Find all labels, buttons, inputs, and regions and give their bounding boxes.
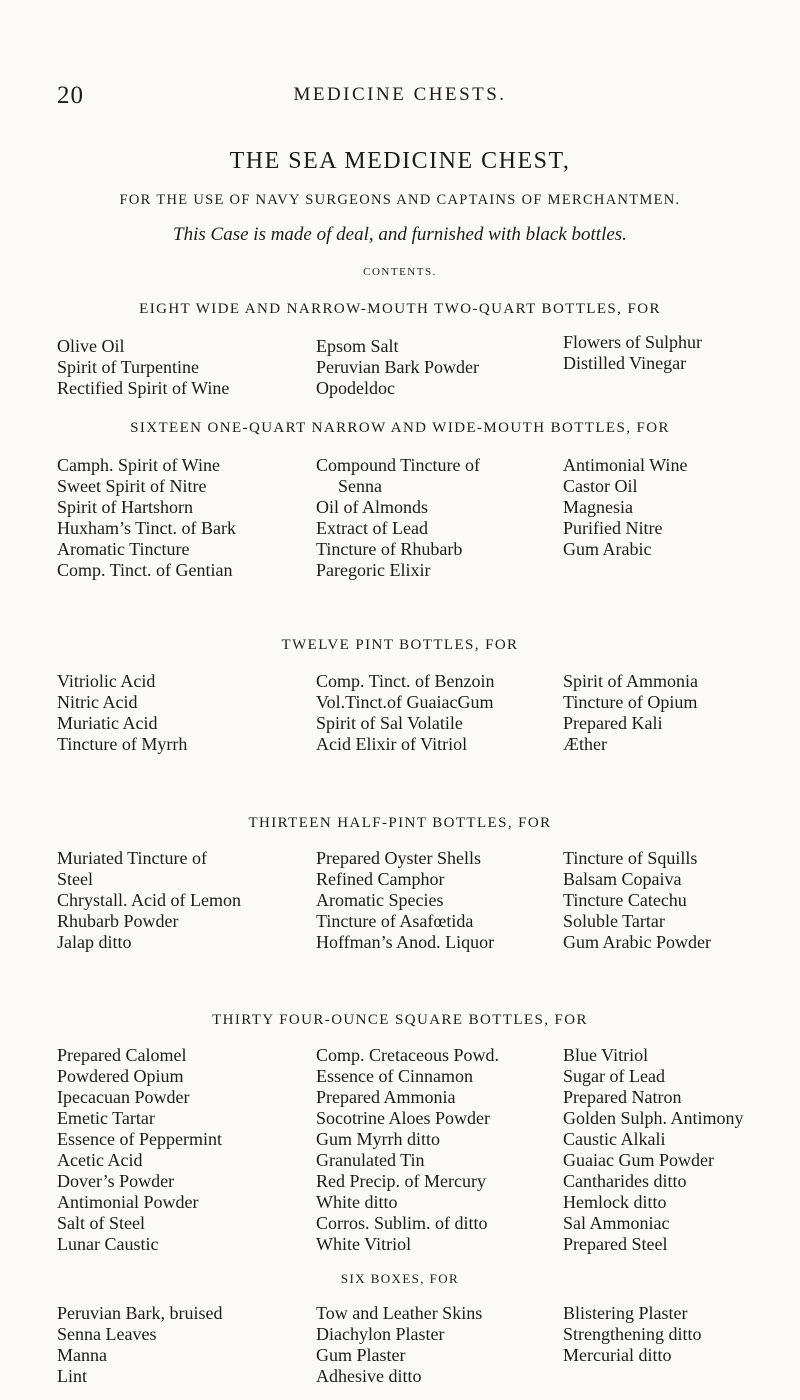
- list-item: Prepared Ammonia: [316, 1087, 456, 1107]
- list-item: Diachylon Plaster: [316, 1324, 445, 1344]
- list-item: Æther: [563, 734, 607, 754]
- list-item: Flowers of Sulphur: [563, 332, 702, 352]
- list-item: Prepared Calomel: [57, 1045, 187, 1065]
- page-subtitle: FOR THE USE OF NAVY SURGEONS AND CAPTAINS OF MERCHANTMEN.: [119, 192, 681, 208]
- list-item: Acetic Acid: [57, 1150, 143, 1170]
- list-item: Aromatic Species: [316, 890, 444, 910]
- list-item: Tincture of Rhubarb: [316, 539, 463, 559]
- running-title: MEDICINE CHESTS.: [293, 84, 507, 105]
- section-six-boxes-col-3: [563, 1303, 702, 1366]
- list-item: Opodeldoc: [316, 378, 395, 398]
- section-two-quart-col-3: [563, 332, 702, 374]
- list-item: Aromatic Tincture: [57, 539, 190, 559]
- contents-label: CONTENTS.: [363, 266, 437, 278]
- list-item: Olive Oil: [57, 336, 125, 356]
- section-half-pint-col-1: [57, 848, 241, 953]
- section-four-ounce-col-2: [316, 1045, 499, 1255]
- list-item: Paregoric Elixir: [316, 560, 431, 580]
- list-item: Essence of Peppermint: [57, 1129, 222, 1149]
- section-six-boxes-col-1: [57, 1303, 222, 1387]
- list-item: Manna: [57, 1345, 107, 1365]
- section-half-pint-col-2: [316, 848, 494, 953]
- list-item: Rhubarb Powder: [57, 911, 179, 931]
- section-two-quart-col-1: [57, 336, 229, 399]
- section-one-quart-col-1: [57, 455, 236, 581]
- list-item: Granulated Tin: [316, 1150, 425, 1170]
- list-item: Refined Camphor: [316, 869, 445, 889]
- list-item: White ditto: [316, 1192, 398, 1212]
- list-item: Tincture of Asafœtida: [316, 911, 474, 931]
- list-item: Tow and Leather Skins: [316, 1303, 483, 1323]
- list-item: Prepared Steel: [563, 1234, 668, 1254]
- section-four-ounce-col-1: [57, 1045, 222, 1255]
- section-half-pint-col-3: [563, 848, 711, 953]
- list-item: Strengthening ditto: [563, 1324, 702, 1344]
- list-item: Mercurial ditto: [563, 1345, 672, 1365]
- list-item: Lunar Caustic: [57, 1234, 159, 1254]
- section-pint-col-1: [57, 671, 187, 755]
- list-item: Ipecacuan Powder: [57, 1087, 190, 1107]
- list-item: Soluble Tartar: [563, 911, 665, 931]
- list-item: Lint: [57, 1366, 87, 1386]
- section-six-boxes-col-2: [316, 1303, 482, 1387]
- list-item: Extract of Lead: [316, 518, 428, 538]
- list-item: Golden Sulph. Antimony: [563, 1108, 744, 1128]
- list-item: Prepared Natron: [563, 1087, 682, 1107]
- running-header: [0, 82, 800, 112]
- list-item: Blistering Plaster: [563, 1303, 688, 1323]
- list-item: Oil of Almonds: [316, 497, 429, 517]
- list-item: Acid Elixir of Vitriol: [316, 734, 468, 754]
- list-item: Epsom Salt: [316, 336, 399, 356]
- list-item: Tincture Catechu: [563, 890, 687, 910]
- list-item: Essence of Cinnamon: [316, 1066, 473, 1086]
- section-pint-col-2: [316, 671, 495, 755]
- list-item: Peruvian Bark, bruised: [57, 1303, 223, 1323]
- list-item: Gum Myrrh ditto: [316, 1129, 440, 1149]
- list-item: Senna: [338, 476, 382, 496]
- list-item: Nitric Acid: [57, 692, 138, 712]
- list-item: Gum Arabic Powder: [563, 932, 711, 952]
- list-item: Comp. Tinct. of Benzoin: [316, 671, 495, 691]
- section-two-quart-col-2: [316, 336, 479, 399]
- list-item: Camph. Spirit of Wine: [57, 455, 220, 475]
- list-item: Comp. Cretaceous Powd.: [316, 1045, 499, 1065]
- section-heading-four-ounce: THIRTY FOUR-OUNCE SQUARE BOTTLES, FOR: [212, 1012, 588, 1028]
- list-item: Muriatic Acid: [57, 713, 158, 733]
- list-item: Blue Vitriol: [563, 1045, 649, 1065]
- list-item: Red Precip. of Mercury: [316, 1171, 486, 1191]
- list-item: Spirit of Sal Volatile: [316, 713, 463, 733]
- list-item: Sal Ammoniac: [563, 1213, 670, 1233]
- list-item: Vitriolic Acid: [57, 671, 156, 691]
- list-item: Purified Nitre: [563, 518, 663, 538]
- list-item: Distilled Vinegar: [563, 353, 687, 373]
- list-item: Sugar of Lead: [563, 1066, 665, 1086]
- list-item: Hoffman’s Anod. Liquor: [316, 932, 495, 952]
- list-item: Spirit of Ammonia: [563, 671, 698, 691]
- section-heading-one-quart: SIXTEEN ONE-QUART NARROW AND WIDE-MOUTH BOTTLES, FOR: [130, 420, 670, 436]
- list-item: Compound Tincture of: [316, 455, 481, 475]
- section-heading-half-pint: THIRTEEN HALF-PINT BOTTLES, FOR: [248, 815, 552, 831]
- list-item: Muriated Tincture of: [57, 848, 207, 868]
- list-item: Emetic Tartar: [57, 1108, 155, 1128]
- list-item: Adhesive ditto: [316, 1366, 422, 1386]
- list-item: Prepared Oyster Shells: [316, 848, 481, 868]
- list-item: Vol.Tinct.of GuaiacGum: [316, 692, 494, 712]
- list-item: Chrystall. Acid of Lemon: [57, 890, 241, 910]
- list-item: Comp. Tinct. of Gentian: [57, 560, 233, 580]
- page-number: 20: [57, 82, 84, 109]
- list-item: Sweet Spirit of Nitre: [57, 476, 207, 496]
- section-four-ounce-col-3: [563, 1045, 744, 1255]
- list-item: Antimonial Wine: [563, 455, 688, 475]
- list-item: Huxham’s Tinct. of Bark: [57, 518, 237, 538]
- list-item: Castor Oil: [563, 476, 638, 496]
- list-item: Cantharides ditto: [563, 1171, 687, 1191]
- section-pint-col-3: [563, 671, 698, 755]
- list-item: Balsam Copaiva: [563, 869, 682, 889]
- page-title: THE SEA MEDICINE CHEST,: [229, 148, 571, 174]
- section-heading-pint: TWELVE PINT BOTTLES, FOR: [281, 637, 519, 653]
- list-item: White Vitriol: [316, 1234, 412, 1254]
- list-item: Dover’s Powder: [57, 1171, 175, 1191]
- list-item: Spirit of Turpentine: [57, 357, 200, 377]
- list-item: Tincture of Myrrh: [57, 734, 188, 754]
- list-item: Prepared Kali: [563, 713, 663, 733]
- list-item: Rectified Spirit of Wine: [57, 378, 230, 398]
- list-item: Socotrine Aloes Powder: [316, 1108, 490, 1128]
- list-item: Corros. Sublim. of ditto: [316, 1213, 488, 1233]
- list-item: Gum Arabic: [563, 539, 652, 559]
- list-item: Tincture of Squills: [563, 848, 698, 868]
- list-item: Gum Plaster: [316, 1345, 406, 1365]
- section-one-quart-col-3: [563, 455, 687, 560]
- list-item: Antimonial Powder: [57, 1192, 199, 1212]
- list-item: Spirit of Hartshorn: [57, 497, 193, 517]
- section-heading-six-boxes: SIX BOXES, FOR: [340, 1271, 460, 1286]
- list-item: Caustic Alkali: [563, 1129, 666, 1149]
- section-heading-two-quart: EIGHT WIDE AND NARROW-MOUTH TWO-QUART BOTTLES, FOR: [139, 301, 661, 317]
- list-item: Powdered Opium: [57, 1066, 184, 1086]
- list-item: Salt of Steel: [57, 1213, 145, 1233]
- list-item: Jalap ditto: [57, 932, 132, 952]
- list-item: Tincture of Opium: [563, 692, 698, 712]
- list-item: Guaiac Gum Powder: [563, 1150, 714, 1170]
- list-item: Peruvian Bark Powder: [316, 357, 479, 377]
- case-note: This Case is made of deal, and furnished with black bottles.: [173, 224, 627, 245]
- list-item: Steel: [57, 869, 93, 889]
- list-item: Senna Leaves: [57, 1324, 157, 1344]
- section-one-quart-col-2: [316, 455, 480, 581]
- list-item: Magnesia: [563, 497, 633, 517]
- list-item: Hemlock ditto: [563, 1192, 667, 1212]
